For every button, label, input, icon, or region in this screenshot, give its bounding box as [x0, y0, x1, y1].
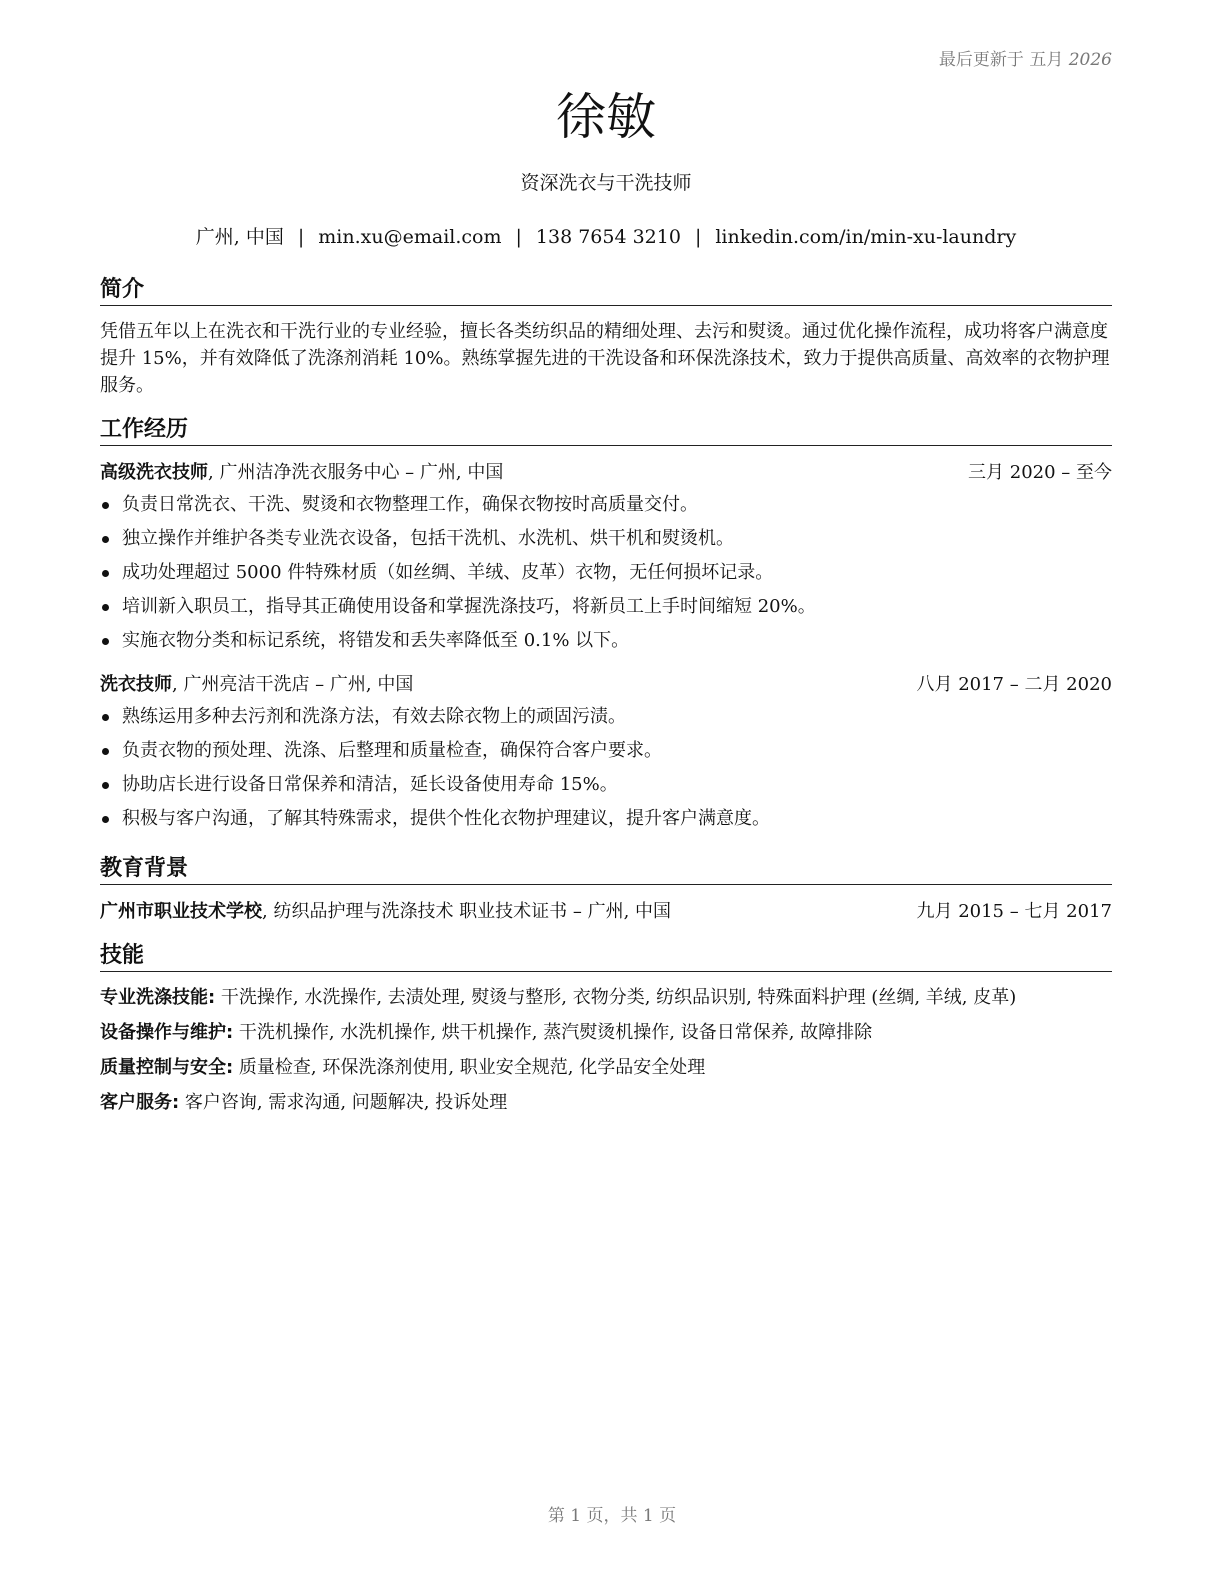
skill-line — [100, 1085, 1112, 1120]
skill-label: 专业洗涤技能: — [100, 987, 216, 1008]
bullet-icon — [102, 604, 109, 611]
skill-line — [100, 980, 1112, 1015]
job-header — [100, 672, 1112, 698]
summary-heading: 简介 — [100, 276, 1112, 306]
job-role: 洗衣技师 — [100, 674, 172, 695]
contact-phone: 138 7654 3210 — [535, 226, 681, 248]
bullet-icon — [102, 714, 109, 721]
list-item — [100, 556, 1112, 590]
bullet-text: 协助店长进行设备日常保养和清洁，延长设备使用寿命 15%。 — [122, 774, 618, 795]
bullet-text: 熟练运用多种去污剂和洗涤方法，有效去除衣物上的顽固污渍。 — [122, 706, 626, 727]
bullet-icon — [102, 536, 109, 543]
bullet-text: 培训新入职员工，指导其正确使用设备和掌握洗涤技巧，将新员工上手时间缩短 20%。 — [122, 596, 816, 617]
skills-heading: 技能 — [100, 942, 1112, 972]
skills-list — [100, 980, 1112, 1120]
skills-section — [100, 942, 1112, 1120]
skill-label: 客户服务: — [100, 1092, 180, 1113]
job-org: , 广州亮洁干洗店 – 广州, 中国 — [172, 674, 414, 695]
education-entry — [100, 899, 1112, 925]
contact-linkedin[interactable]: linkedin.com/in/min-xu-laundry — [715, 226, 1017, 248]
contact-separator: | — [515, 226, 522, 248]
candidate-title: 资深洗衣与干洗技师 — [520, 172, 692, 194]
skill-label: 设备操作与维护: — [100, 1022, 234, 1043]
bullet-icon — [102, 748, 109, 755]
job-bullets — [100, 488, 1112, 658]
last-updated-year: 2026 — [1068, 50, 1112, 70]
job-dates: 八月 2017 – 二月 2020 — [916, 674, 1112, 695]
job-dates: 三月 2020 – 至今 — [968, 462, 1112, 483]
job-org: , 广州洁净洗衣服务中心 – 广州, 中国 — [208, 462, 504, 483]
summary-section — [100, 276, 1112, 399]
job-entry — [100, 672, 1112, 836]
skill-value: 干洗操作, 水洗操作, 去渍处理, 熨烫与整形, 衣物分类, 纺织品识别, 特殊面料护理 (丝绸, 羊绒, 皮革) — [215, 987, 1017, 1008]
bullet-icon — [102, 502, 109, 509]
contact-line — [100, 224, 1112, 250]
last-updated — [939, 45, 1112, 70]
page-footer: 第 1 页，共 1 页 — [547, 1506, 677, 1526]
bullet-icon — [102, 782, 109, 789]
list-item — [100, 734, 1112, 768]
education-heading: 教育背景 — [100, 855, 1112, 885]
bullet-text: 实施衣物分类和标记系统，将错发和丢失率降低至 0.1% 以下。 — [122, 630, 630, 651]
skill-value: 干洗机操作, 水洗机操作, 烘干机操作, 蒸汽熨烫机操作, 设备日常保养, 故障排除 — [233, 1022, 873, 1043]
list-item — [100, 700, 1112, 734]
contact-email[interactable]: min.xu@email.com — [318, 226, 502, 248]
candidate-name: 徐敏 — [556, 88, 656, 146]
list-item — [100, 802, 1112, 836]
skill-line — [100, 1050, 1112, 1085]
education-school: 广州市职业技术学校 — [100, 901, 262, 922]
contact-location: 广州, 中国 — [195, 226, 284, 248]
experience-section — [100, 416, 1112, 836]
contact-separator: | — [297, 226, 305, 248]
education-dates: 九月 2015 – 七月 2017 — [916, 901, 1112, 922]
bullet-icon — [102, 570, 109, 577]
job-header — [100, 460, 1112, 486]
resume-page — [100, 0, 1112, 1584]
last-updated-prefix: 最后更新于 五月 — [938, 50, 1064, 70]
skill-line — [100, 1015, 1112, 1050]
bullet-text: 负责衣物的预处理、洗涤、后整理和质量检查，确保符合客户要求。 — [122, 740, 662, 761]
education-section — [100, 855, 1112, 925]
bullet-icon — [102, 638, 109, 645]
education-detail: , 纺织品护理与洗涤技术 职业技术证书 – 广州, 中国 — [262, 901, 672, 922]
bullet-text: 积极与客户沟通，了解其特殊需求，提供个性化衣物护理建议，提升客户满意度。 — [122, 808, 770, 829]
experience-heading: 工作经历 — [100, 416, 1112, 446]
skill-label: 质量控制与安全: — [100, 1057, 234, 1078]
bullet-text: 独立操作并维护各类专业洗衣设备，包括干洗机、水洗机、烘干机和熨烫机。 — [122, 528, 734, 549]
contact-separator: | — [694, 226, 702, 248]
bullet-text: 负责日常洗衣、干洗、熨烫和衣物整理工作，确保衣物按时高质量交付。 — [122, 494, 698, 515]
job-role: 高级洗衣技师 — [100, 462, 208, 483]
list-item — [100, 590, 1112, 624]
bullet-icon — [102, 816, 109, 823]
list-item — [100, 522, 1112, 556]
skill-value: 客户咨询, 需求沟通, 问题解决, 投诉处理 — [179, 1092, 508, 1113]
skill-value: 质量检查, 环保洗涤剂使用, 职业安全规范, 化学品安全处理 — [233, 1057, 706, 1078]
job-bullets — [100, 700, 1112, 836]
bullet-text: 成功处理超过 5000 件特殊材质（如丝绸、羊绒、皮革）衣物，无任何损坏记录。 — [122, 562, 774, 583]
job-entry — [100, 460, 1112, 658]
list-item — [100, 768, 1112, 802]
list-item — [100, 624, 1112, 658]
summary-text: 凭借五年以上在洗衣和干洗行业的专业经验，擅长各类纺织品的精细处理、去污和熨烫。通过优化操作流程，成功将客户满意度提升 15%，并有效降低了洗涤剂消耗 10%。熟练掌握先进的干洗设备和环保洗涤技术，致力于提供高质量、高效率的衣物护理服务。 — [100, 321, 1110, 396]
list-item — [100, 488, 1112, 522]
